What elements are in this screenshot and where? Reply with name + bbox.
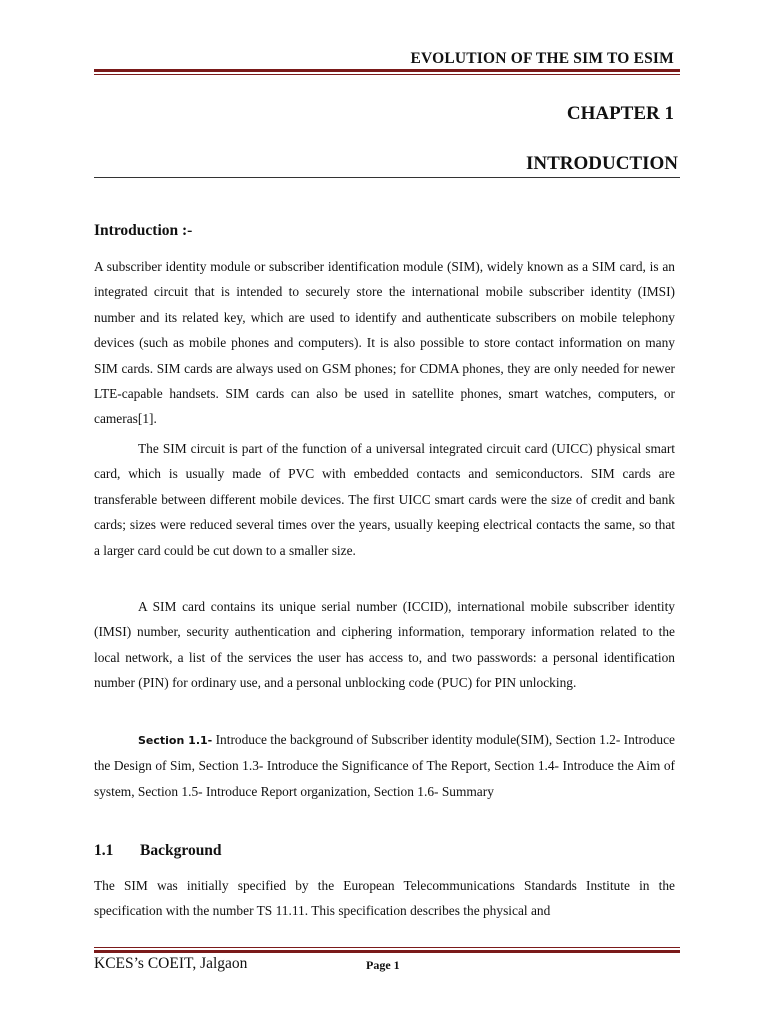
footer-rule-thin	[94, 947, 680, 948]
background-section-number: 1.1	[94, 842, 114, 859]
introduction-heading: Introduction :-	[94, 222, 193, 239]
intro-paragraph-1: A subscriber identity module or subscriber identification module (SIM), widely known as a SIM card, is an integrated circuit that is intended to securely store the international mobile subscriber identity (IMSI) number and its related key, which are used to identify and authenticate subscribers on mobile telephony devices (such as mobile phones and computers). It is also possible to store contact information on many SIM cards. SIM cards are always used on GSM phones; for CDMA phones, they are only needed for newer LTE-capable handsets. SIM cards can also be used in satellite phones, smart watches, computers, or cameras[1].	[94, 259, 675, 427]
running-header-title: EVOLUTION OF THE SIM TO ESIM	[410, 50, 674, 67]
background-paragraph: The SIM was initially specified by the European Telecommunications Standards Institute in the specification with the number TS 11.11. This specification describes the physical and	[94, 878, 675, 919]
chapter-title-rule	[94, 177, 680, 178]
footer-page-number: Page 1	[366, 958, 400, 972]
chapter-title: INTRODUCTION	[525, 153, 678, 174]
outline-lead-reference: Section 1.1-	[138, 734, 213, 747]
background-heading	[94, 842, 222, 860]
header-rule-thick	[94, 69, 680, 72]
header-rule-thin	[94, 74, 680, 75]
intro-paragraph-3: A SIM card contains its unique serial number (ICCID), international mobile subscriber identity (IMSI) number, security authentication and ciphering information, temporary information related to the local network, a list of the services the user has access to, and two passwords: a personal identification number (PIN) for ordinary use, and a personal unblocking code (PUC) for PIN unlocking.	[94, 599, 675, 691]
outline-text: Introduce the background of Subscriber identity module(SIM), Section 1.2- Introduce the Design of Sim, Section 1.3- Introduce the Significance of The Report, Section 1.4- Introduce the Aim of system, Section 1.5- Introduce Report organization, Section 1.6- Summary	[94, 732, 675, 799]
footer-institution: KCES’s COEIT, Jalgaon	[94, 955, 248, 972]
intro-paragraph-2: The SIM circuit is part of the function of a universal integrated circuit card (UICC) physical smart card, which is usually made of PVC with embedded contacts and semiconductors. SIM cards are transferable between different mobile devices. The first UICC smart cards were the size of credit and bank cards; sizes were reduced several times over the years, usually keeping electrical contacts the same, so that a larger card could be cut down to a smaller size.	[94, 441, 675, 558]
background-section-title: Background	[140, 842, 222, 859]
chapter-label: CHAPTER 1	[566, 103, 674, 124]
chapter-outline-paragraph	[94, 727, 675, 804]
footer-rule-thick	[94, 950, 680, 953]
